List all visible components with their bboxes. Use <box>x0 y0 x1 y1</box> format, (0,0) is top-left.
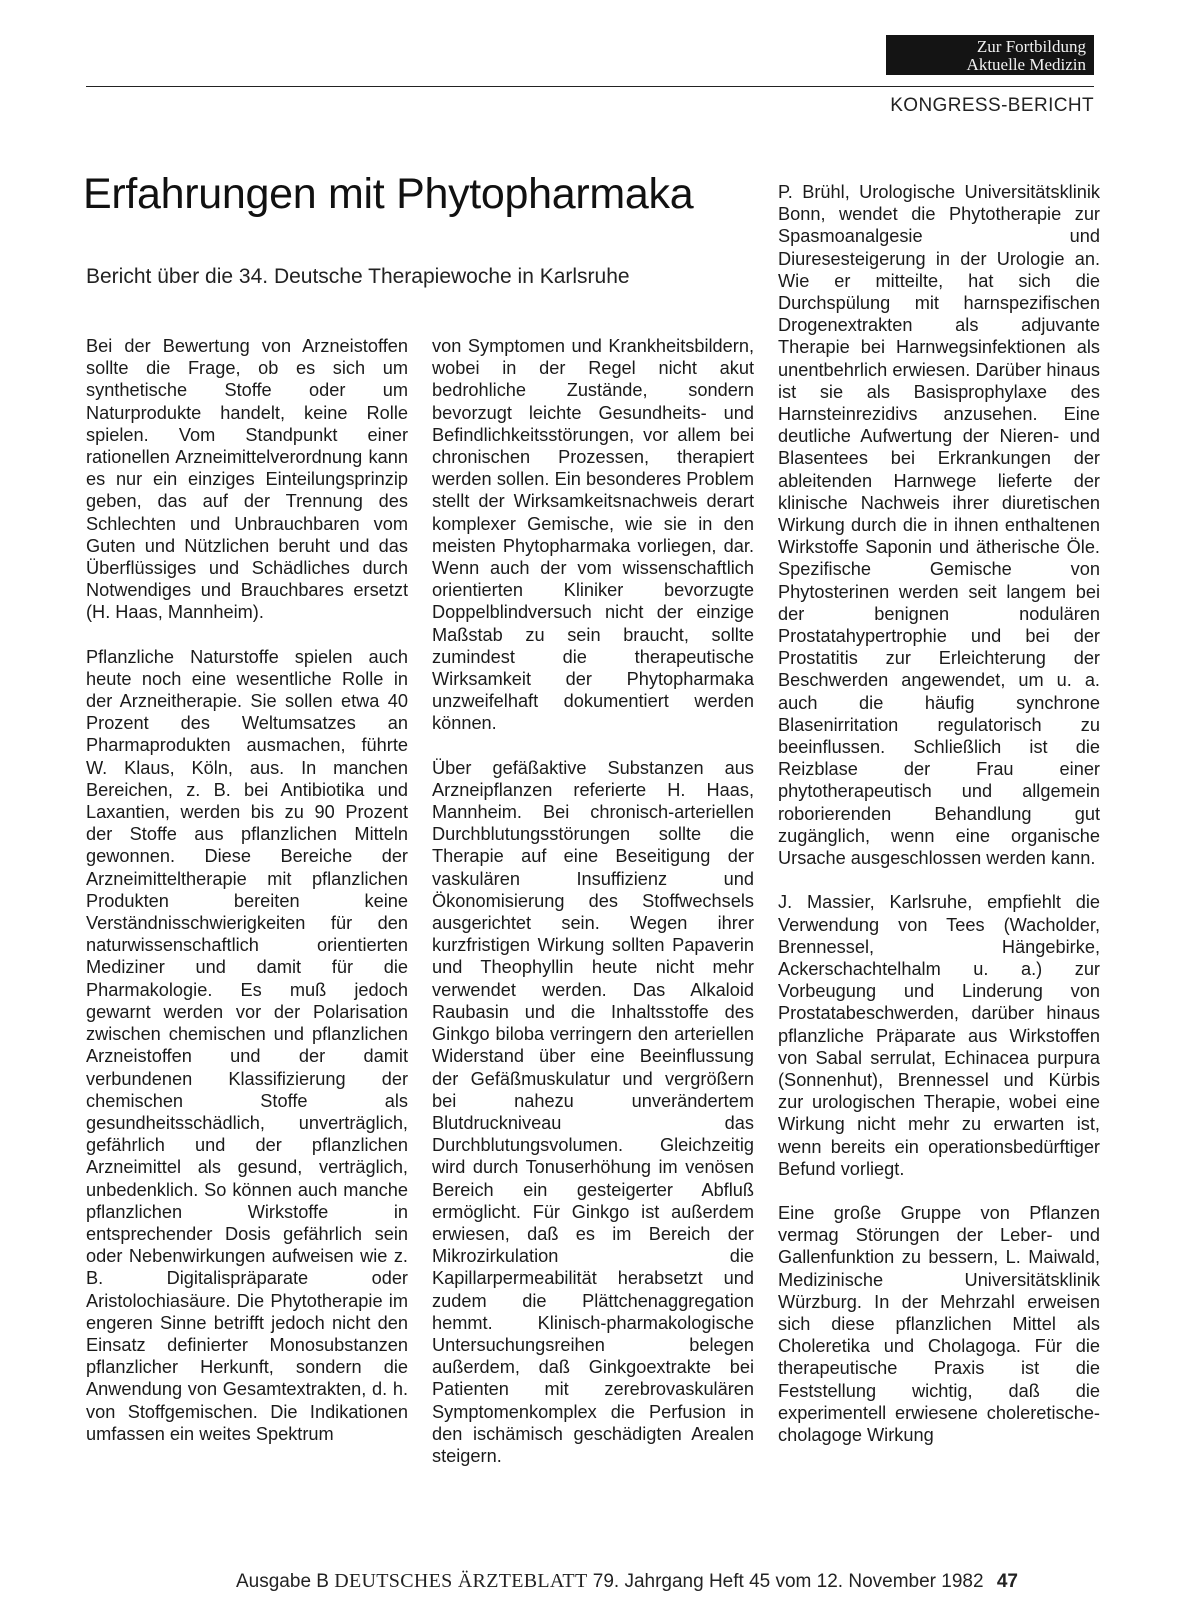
footer-issue: 79. Jahrgang Heft 45 vom 12. November 1982 <box>592 1571 984 1592</box>
badge-line-1: Zur Fortbildung <box>976 37 1086 56</box>
article-title: Erfahrungen mit Phytopharmaka <box>83 170 694 218</box>
paragraph: von Symptomen und Krankheitsbildern, wobei in der Regel nicht akut bedrohliche Zustände, sondern bevorzugt leichte Gesundheits- und Befindlichkeitsstörungen, vor allem bei chronischen Prozessen, therapiert werden sollen. Ein besonderes Problem stellt der Wirksamkeitsnachweis derart komplexer Gemische, wie sie in den meisten Phytopharmaka vorliegen, dar. Wenn auch der vom wissenschaftlich orientierten Kliniker bevorzugte Doppelblindversuch nicht der einzige Maßstab zu sein braucht, sollte zumindest die therapeutische Wirksamkeit der Phytopharmaka unzweifelhaft dokumentiert werden können. <box>432 336 754 734</box>
paragraph: J. Massier, Karlsruhe, empfiehlt die Verwendung von Tees (Wacholder, Brennessel, Hängebirke, Ackerschachtelhalm u. a.) zur Vorbeugung und Linderung von Prostatabeschwerden, darüber hinaus pflanzliche Präparate aus Wirkstoffen von Sabal serrulat, Echinacea purpura (Sonnenhut), Brennessel und Kürbis zur urologischen Therapie, wobei eine Wirkung nicht mehr zu erwarten ist, wenn bereits ein operationsbedürftiger Befund vorliegt. <box>778 892 1100 1179</box>
text-column-2 <box>432 335 754 1489</box>
paragraph: Eine große Gruppe von Pflanzen vermag Störungen der Leber- und Gallenfunktion zu bessern, L. Maiwald, Medizinische Universitätsklinik Würzburg. In der Mehrzahl erweisen sich diese pflanzlichen Mittel als Choleretika und Cholagoga. Für die therapeutische Praxis ist die Feststellung wichtig, daß die experimentell erwiesene choleretische-cholagoge Wirkung <box>778 1202 1100 1445</box>
section-label: KONGRESS-BERICHT <box>890 95 1094 116</box>
text-column-3 <box>778 181 1100 1468</box>
text-column-1 <box>86 335 408 1467</box>
page-footer <box>236 1570 1096 1593</box>
paragraph: Über gefäßaktive Substanzen aus Arzneipflanzen referierte H. Haas, Mannheim. Bei chronisch-arteriellen Durchblutungsstörungen sollte die Therapie auf eine Beseitigung der vaskulären Insuffizienz und Ökonomisierung des Stoffwechsels ausgerichtet sein. Wegen ihrer kurzfristigen Wirkung sollten Papaverin und Theophyllin heute nicht mehr verwendet werden. Das Alkaloid Raubasin und die Inhaltsstoffe des Ginkgo biloba verringern den arteriellen Widerstand über eine Beeinflussung der Gefäßmuskulatur und vergrößern bei nahezu unverändertem Blutdruckniveau das Durchblutungsvolumen. Gleichzeitig wird durch Tonuserhöhung im venösen Bereich ein gesteigerter Abfluß ermöglicht. Für Ginkgo ist außerdem erwiesen, daß es im Bereich der Mikrozirkulation die Kapillarpermeabilität herabsetzt und zudem die Plättchenaggregation hemmt. Klinisch-pharmakologische Untersuchungsreihen belegen außerdem, daß Ginkgoextrakte bei Patienten mit zerebrovaskulären Symptomenkomplex die Perfusion in den ischämisch geschädigten Arealen steigern. <box>432 757 754 1466</box>
article-subtitle: Bericht über die 34. Deutsche Therapiewoche in Karlsruhe <box>86 265 630 288</box>
paragraph: Pflanzliche Naturstoffe spielen auch heute noch eine wesentliche Rolle in der Arzneitherapie. Sie sollen etwa 40 Prozent des Weltumsatzes an Pharmaprodukten ausmachen, führte W. Klaus, Köln, aus. In manchen Bereichen, z. B. bei Antibiotika und Laxantien, werden bis zu 90 Prozent der Stoffe aus pflanzlichen Mitteln gewonnen. Diese Bereiche der Arzneimitteltherapie mit pflanzlichen Produkten bereiten keine Verständnisschwierigkeiten für den naturwissenschaftlich orientierten Mediziner und damit für die Pharmakologie. Es muß jedoch gewarnt werden vor der Polarisation zwischen chemischen und pflanzlichen Arzneistoffen und der damit verbundenen Klassifizierung der chemischen Stoffe als gesundheitsschädlich, unverträglich, gefährlich und der pflanzlichen Arzneimittel als gesund, verträglich, unbedenklich. So können auch manche pflanzlichen Wirkstoffe in entsprechender Dosis gefährlich sein oder Nebenwirkungen aufweisen wie z. B. Digitalispräparate oder Aristolochiasäure. Die Phytotherapie im engeren Sinne betrifft jedoch nicht den Einsatz definierter Monosubstanzen pflanzlicher Herkunft, sondern die Anwendung von Gesamtextrakten, d. h. von Stoffgemischen. Die Indikationen umfassen ein weites Spektrum <box>86 646 408 1444</box>
paragraph: P. Brühl, Urologische Universitätsklinik Bonn, wendet die Phytotherapie zur Spasmoanalgesie und Diuresesteigerung in der Urologie an. Wie er mitteilte, hat sich die Durchspülung mit harnspezifischen Drogenextrakten als adjuvante Therapie bei Harnwegsinfektionen als unentbehrlich erwiesen. Darüber hinaus ist sie als Basisprophylaxe des Harnsteinrezidivs anzusehen. Eine deutliche Aufwertung der Nieren- und Blasentees bei Erkrankungen der ableitenden Harnwege lieferte der klinische Nachweis ihrer diuretischen Wirkung durch die in ihnen enthaltenen Wirkstoffe Saponin und ätherische Öle. Spezifische Gemische von Phytosterinen werden seit langem bei der benignen nodulären Prostatahypertrophie und bei der Prostatitis zur Erleichterung der Beschwerden angewendet, um u. a. auch die häufig synchrone Blasenirritation regulatorisch zu beeinflussen. Schließlich ist die Reizblase der Frau einer phytotherapeutisch und allgemein roborierenden Behandlung gut zugänglich, wenn eine organische Ursache ausgeschlossen werden kann. <box>778 182 1100 869</box>
badge-line-2: Aktuelle Medizin <box>966 55 1086 74</box>
header-rule <box>86 86 1094 87</box>
paragraph: Bei der Bewertung von Arzneistoffen sollte die Frage, ob es sich um synthetische Stoffe oder um Naturprodukte handelt, keine Rolle spielen. Vom Standpunkt einer rationellen Arzneimittelverordnung kann es nur ein einziges Einteilungsprinzip geben, das auf der Trennung des Schlechten und Unbrauchbaren vom Guten und Nützlichen beruht und das Überflüssiges und Schädliches durch Notwendiges und Brauchbares ersetzt (H. Haas, Mannheim). <box>86 336 408 623</box>
page-number: 47 <box>996 1571 1018 1592</box>
footer-edition: Ausgabe B <box>236 1571 329 1592</box>
category-badge <box>886 35 1094 75</box>
footer-journal-name: DEUTSCHES ÄRZTEBLATT <box>334 1570 588 1592</box>
